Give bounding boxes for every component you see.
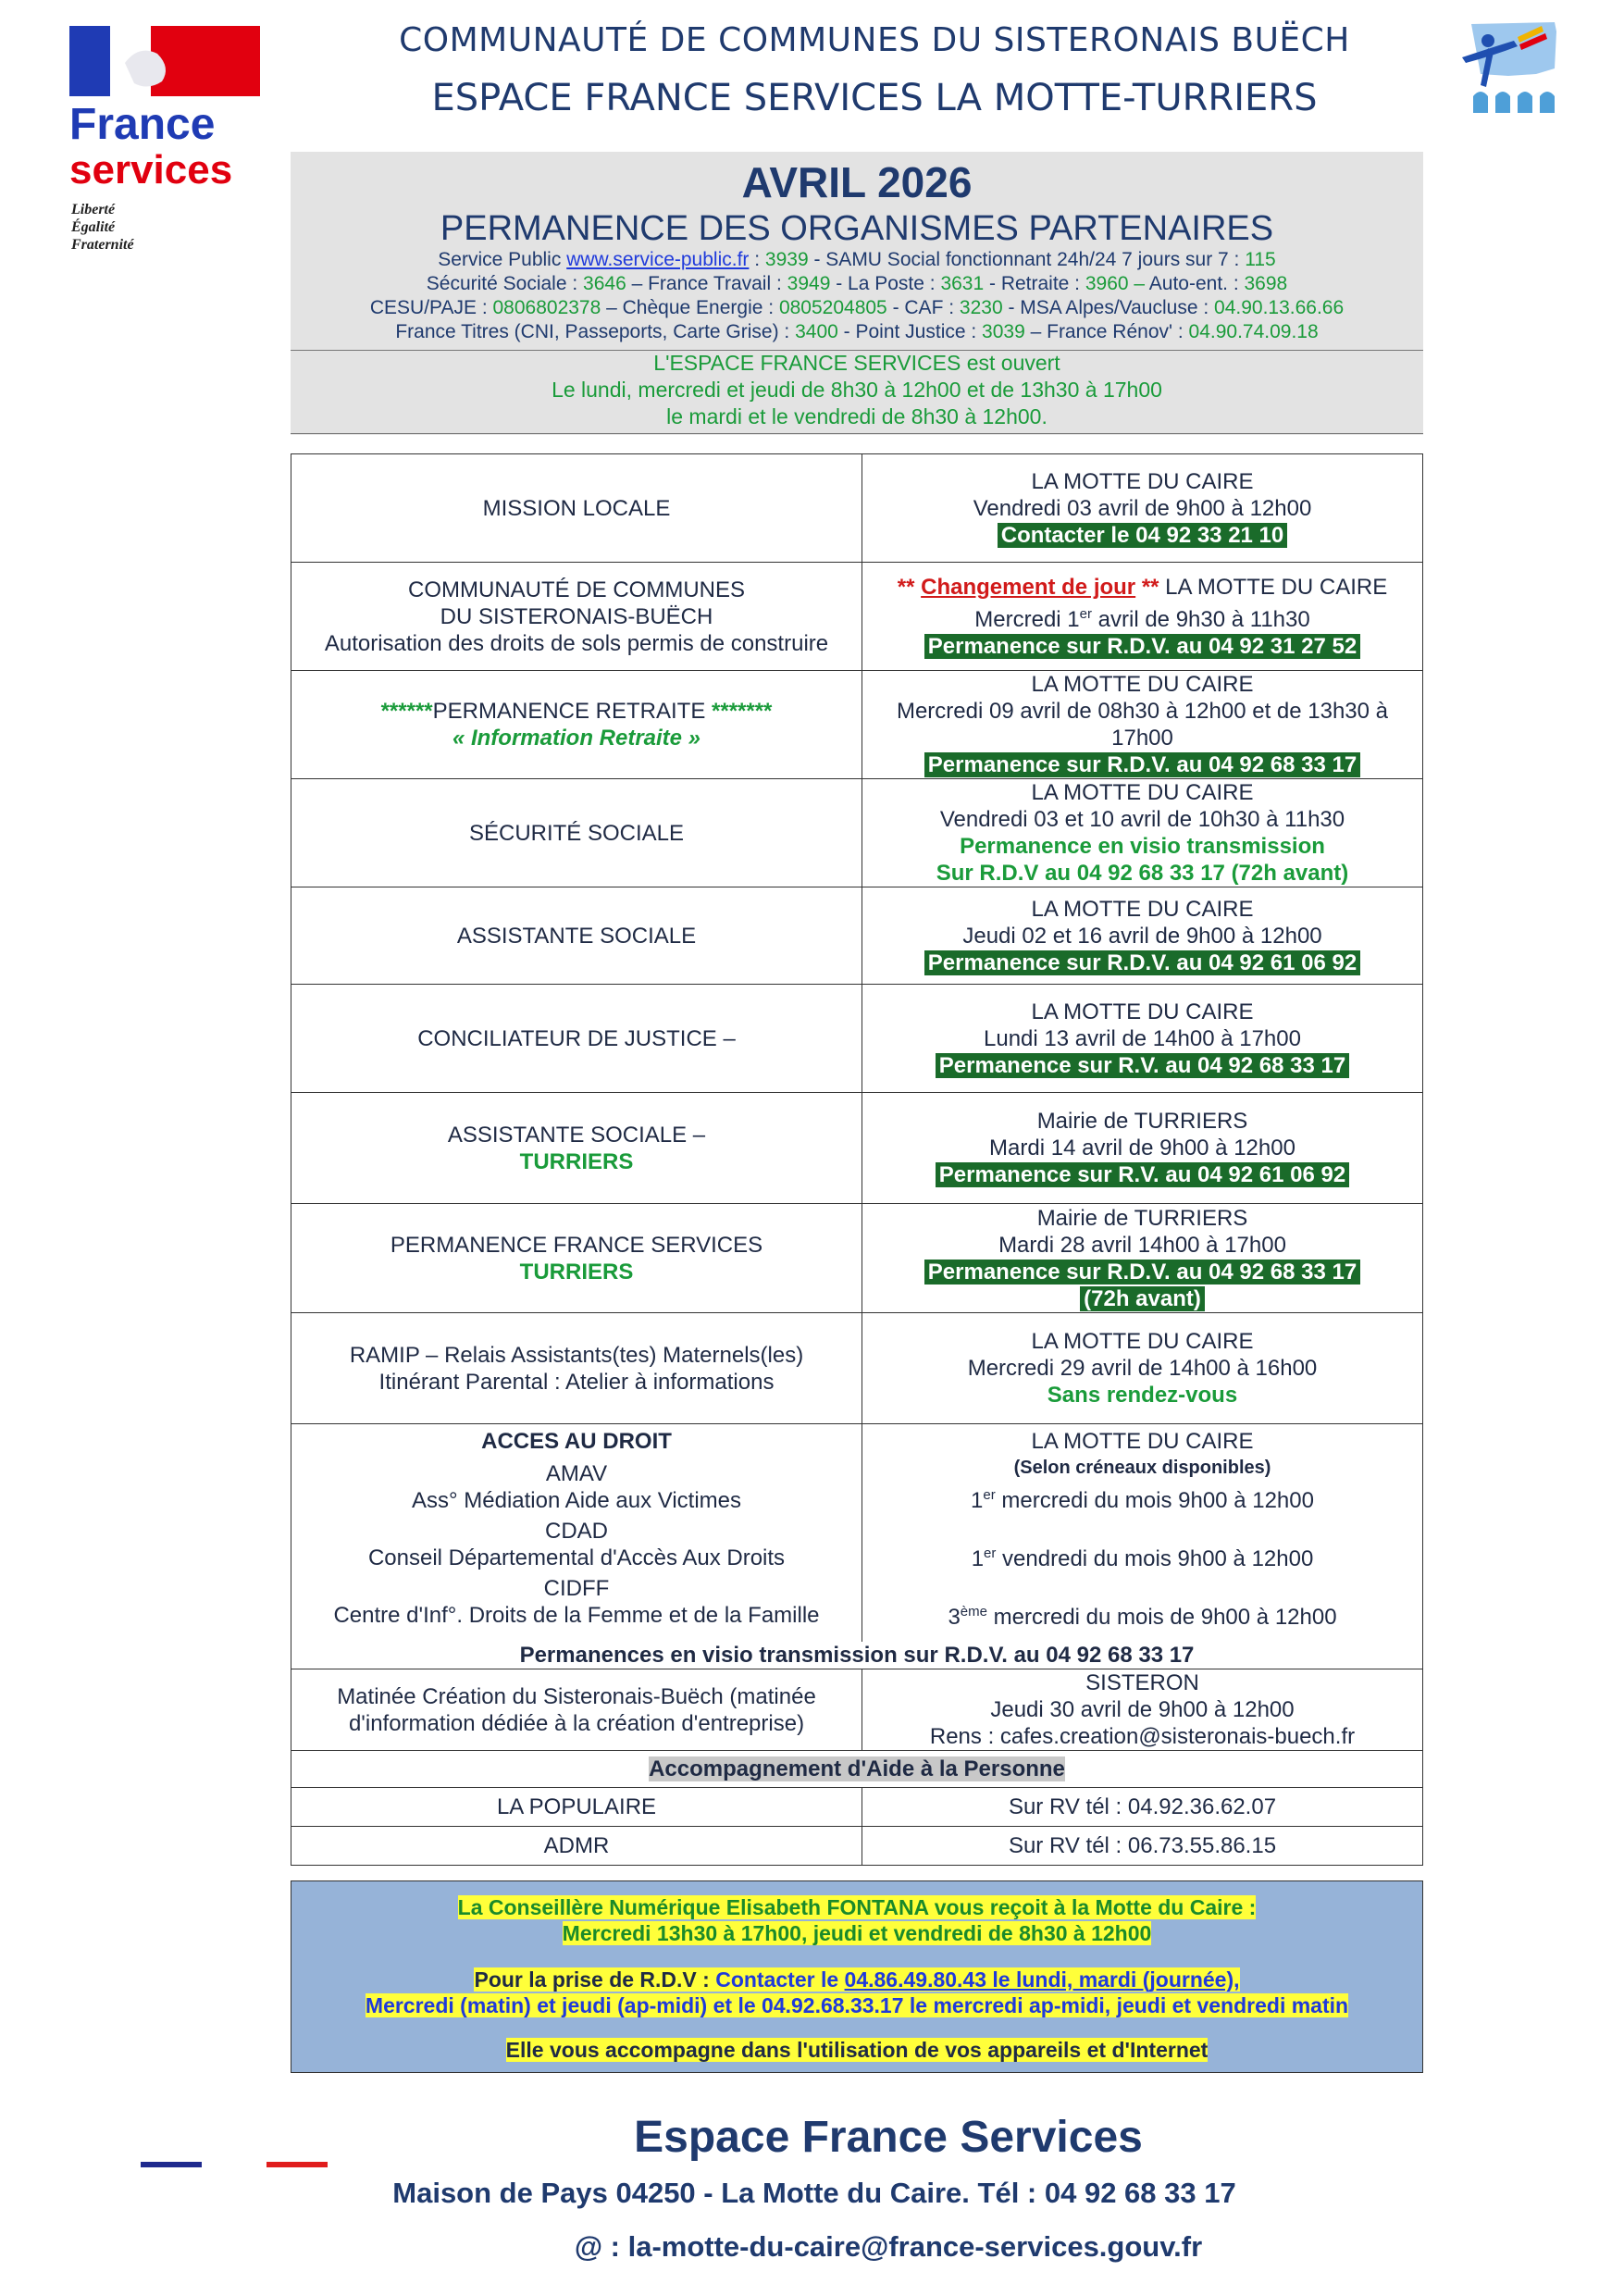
opening-hours-2: le mardi et le vendredi de 8h30 à 12h00. — [666, 404, 1048, 428]
place: LA MOTTE DU CAIRE — [1031, 468, 1254, 494]
org-france-services-turriers: PERMANENCE FRANCE SERVICES TURRIERS — [291, 1204, 862, 1313]
schedule-cell: Mairie de TURRIERS Mardi 14 avril de 9h00 à 12h00 Permanence sur R.V. au 04 92 61 06 92 — [862, 1093, 1423, 1204]
numbers-line-1: Service Public www.service-public.fr : 3939 - SAMU Social fonctionnant 24h/24 7 jours sur 7 : 115 — [438, 249, 1276, 270]
date: Mercredi 1er avril de 9h30 à 11h30 — [974, 605, 1310, 632]
schedule-cell: LA MOTTE DU CAIRE Vendredi 03 et 10 avril de 10h30 à 11h30 Permanence en visio transmission Sur R.D.V au 04 92 68 33 17 (72h avant) — [862, 779, 1423, 887]
schedule-table — [291, 453, 1423, 1866]
france-services-logo — [69, 26, 273, 267]
logo-word-services: services — [69, 147, 233, 192]
opening-hours-1: Le lundi, mercredi et jeudi de 8h30 à 12h00 et de 13h30 à 17h00 — [552, 378, 1162, 402]
numerique-phone-1: 04.86.49.80.43 le lundi, mardi (journée), — [844, 1967, 1240, 1992]
table-row — [291, 1788, 1423, 1827]
schedule-cell: LA MOTTE DU CAIRE (Selon créneaux disponibles) 1er mercredi du mois 9h00 à 12h00 1er vendredi du mois 9h00 à 12h00 3ème mercredi du mois de 9h00 à 12h00 — [862, 1424, 1423, 1642]
banner-divider — [291, 350, 1423, 351]
date: Vendredi 03 avril de 9h00 à 12h00 — [973, 495, 1312, 521]
schedule-cell — [862, 454, 1423, 563]
service-public-link[interactable]: www.service-public.fr — [566, 249, 750, 270]
table-row — [291, 1424, 1423, 1642]
numerique-line-4: Mercredi (matin) et jeudi (ap-midi) et le 04.92.68.33.17 le mercredi ap-midi, jeudi et vendredi matin — [365, 1993, 1349, 2017]
numerique-line-1: La Conseillère Numérique Elisabeth FONTANA vous reçoit à la Motte du Caire : — [457, 1895, 1257, 1919]
schedule-cell — [862, 563, 1423, 671]
phone-cell: Sur RV tél : 04.92.36.62.07 — [862, 1788, 1423, 1827]
banner-subtitle: PERMANENCE DES ORGANISMES PARTENAIRES — [440, 209, 1274, 248]
org-name: COMMUNAUTÉ DE COMMUNES DU SISTERONAIS BUËCH — [399, 21, 1350, 59]
table-row — [291, 985, 1423, 1093]
table-row — [291, 1669, 1423, 1751]
logo-motto-egalite: Égalité — [71, 219, 116, 235]
contact-highlight: (72h avant) — [1080, 1286, 1205, 1311]
schedule-cell: LA MOTTE DU CAIRE Mercredi 09 avril de 08h30 à 12h00 et de 13h30 à 17h00 Permanence sur R.D.V. au 04 92 68 33 17 — [862, 671, 1423, 779]
month-title: AVRIL 2026 — [741, 158, 973, 206]
numerique-line-2: Mercredi 13h30 à 17h00, jeudi et vendredi de 8h30 à 12h00 — [562, 1921, 1152, 1945]
org-admr: ADMR — [291, 1827, 862, 1866]
org-ramip: RAMIP – Relais Assistants(tes) Maternels(les) Itinérant Parental : Atelier à informations — [291, 1313, 862, 1424]
numerique-line-5: Elle vous accompagne dans l'utilisation de vos appareils et d'Internet — [505, 2038, 1209, 2062]
site-name: ESPACE FRANCE SERVICES LA MOTTE-TURRIERS — [431, 77, 1318, 119]
org-assistante-sociale: ASSISTANTE SOCIALE — [291, 887, 862, 985]
footer-address: Maison de Pays 04250 - La Motte du Caire. Tél : 04 92 68 33 17 — [392, 2177, 1236, 2209]
contact-highlight: Contacter le 04 92 33 21 10 — [998, 523, 1288, 548]
conseillere-numerique-box: La Conseillère Numérique Elisabeth FONTANA vous reçoit à la Motte du Caire : Mercredi 13h30 à 17h00, jeudi et vendredi de 8h30 à 12h00 Pour la prise de R.D.V : Contacter le 04.86.49.80.43 le lundi, mardi (journée), Mercredi (matin) et jeudi (ap-midi) et le 04.92.68.33.17 le mercredi ap-midi, jeudi et vendredi matin Elle vous accompagne dans l'utilisation de vos appareils et d'Internet — [291, 1880, 1423, 2073]
org-matinee-creation: Matinée Création du Sisteronais-Buëch (matinée d'information dédiée à la création d'entreprise) — [291, 1669, 862, 1751]
table-row — [291, 1093, 1423, 1204]
info-banner — [291, 152, 1423, 435]
contact-highlight: Permanence sur R.D.V. au 04 92 61 06 92 — [924, 950, 1360, 975]
phone-cell: Sur RV tél : 06.73.55.86.15 — [862, 1827, 1423, 1866]
numbers-line-4: France Titres (CNI, Passeports, Carte Grise) : 3400 - Point Justice : 3039 – France Rénov' : 04.90.74.09.18 — [395, 321, 1319, 342]
table-row — [291, 454, 1423, 563]
banner-bottom-divider — [291, 433, 1423, 434]
contact-highlight: Permanence sur R.D.V. au 04 92 31 27 52 — [924, 634, 1360, 659]
table-row — [291, 1313, 1423, 1424]
visio-note: Permanences en visio transmission sur R.D.V. au 04 92 68 33 17 — [291, 1642, 1423, 1669]
schedule-cell: SISTERON Jeudi 30 avril de 9h00 à 12h00 Rens : cafes.creation@sisteronais-buech.fr — [862, 1669, 1423, 1751]
logo-word-france: France — [69, 100, 216, 149]
aide-section-title: Accompagnement d'Aide à la Personne — [291, 1751, 1423, 1788]
table-row — [291, 779, 1423, 887]
contact-highlight: Permanence sur R.D.V. au 04 92 68 33 17 — [924, 752, 1360, 777]
org-retraite: ******PERMANENCE RETRAITE ******* « Information Retraite » — [291, 671, 862, 779]
logo-motto-fraternite: Fraternité — [71, 237, 134, 253]
org-mission-locale: MISSION LOCALE — [291, 454, 862, 563]
footer-email[interactable]: @ : la-motte-du-caire@france-services.gouv.fr — [574, 2230, 1203, 2263]
flag-bar-red — [267, 2162, 328, 2167]
opening-title: L'ESPACE FRANCE SERVICES est ouvert — [653, 351, 1060, 375]
footer-title: Espace France Services — [634, 2113, 1143, 2162]
table-row — [291, 1751, 1423, 1788]
org-communaute: COMMUNAUTÉ DE COMMUNES DU SISTERONAIS-BUËCH Autorisation des droits de sols permis de construire — [291, 563, 862, 671]
contact-highlight: Permanence sur R.D.V. au 04 92 68 33 17 — [924, 1260, 1360, 1285]
numbers-line-3: CESU/PAJE : 0806802378 – Chèque Energie : 0805204805 - CAF : 3230 - MSA Alpes/Vaucluse : 04.90.13.66.66 — [369, 297, 1345, 318]
table-row — [291, 1827, 1423, 1866]
schedule-change-line: ** Changement de jour ** LA MOTTE DU CAIRE — [897, 574, 1388, 600]
org-assistante-sociale-turriers: ASSISTANTE SOCIALE – TURRIERS — [291, 1093, 862, 1204]
table-row — [291, 1642, 1423, 1669]
org-conciliateur: CONCILIATEUR DE JUSTICE – — [291, 985, 862, 1093]
schedule-cell: LA MOTTE DU CAIRE Jeudi 02 et 16 avril de 9h00 à 12h00 Permanence sur R.D.V. au 04 92 61 06 92 — [862, 887, 1423, 985]
table-row — [291, 671, 1423, 779]
org-securite-sociale: SÉCURITÉ SOCIALE — [291, 779, 862, 887]
table-row — [291, 887, 1423, 985]
org-acces-au-droit: ACCES AU DROIT AMAV Ass° Médiation Aide aux Victimes CDAD Conseil Départemental d'Accès Aux Droits CIDFF Centre d'Inf°. Droits de la Femme et de la Famille — [291, 1424, 862, 1642]
flag-bar-blue — [141, 2162, 202, 2167]
logo-motto-liberte: Liberté — [71, 202, 116, 217]
page-header — [305, 17, 1444, 124]
schedule-cell: LA MOTTE DU CAIRE Mercredi 29 avril de 14h00 à 16h00 Sans rendez-vous — [862, 1313, 1423, 1424]
table-row — [291, 563, 1423, 671]
org-la-populaire: LA POPULAIRE — [291, 1788, 862, 1827]
numbers-line-2: Sécurité Sociale : 3646 – France Travail : 3949 - La Poste : 3631 - Retraite : 3960 – Auto-ent. : 3698 — [426, 273, 1288, 294]
contact-highlight: Permanence sur R.V. au 04 92 68 33 17 — [936, 1053, 1349, 1078]
schedule-cell: Mairie de TURRIERS Mardi 28 avril 14h00 à 17h00 Permanence sur R.D.V. au 04 92 68 33 17 (72h avant) — [862, 1204, 1423, 1313]
contact-highlight: Permanence sur R.V. au 04 92 61 06 92 — [936, 1162, 1349, 1187]
table-row — [291, 1204, 1423, 1313]
community-logo — [1453, 20, 1564, 122]
schedule-cell: LA MOTTE DU CAIRE Lundi 13 avril de 14h00 à 17h00 Permanence sur R.V. au 04 92 68 33 17 — [862, 985, 1423, 1093]
